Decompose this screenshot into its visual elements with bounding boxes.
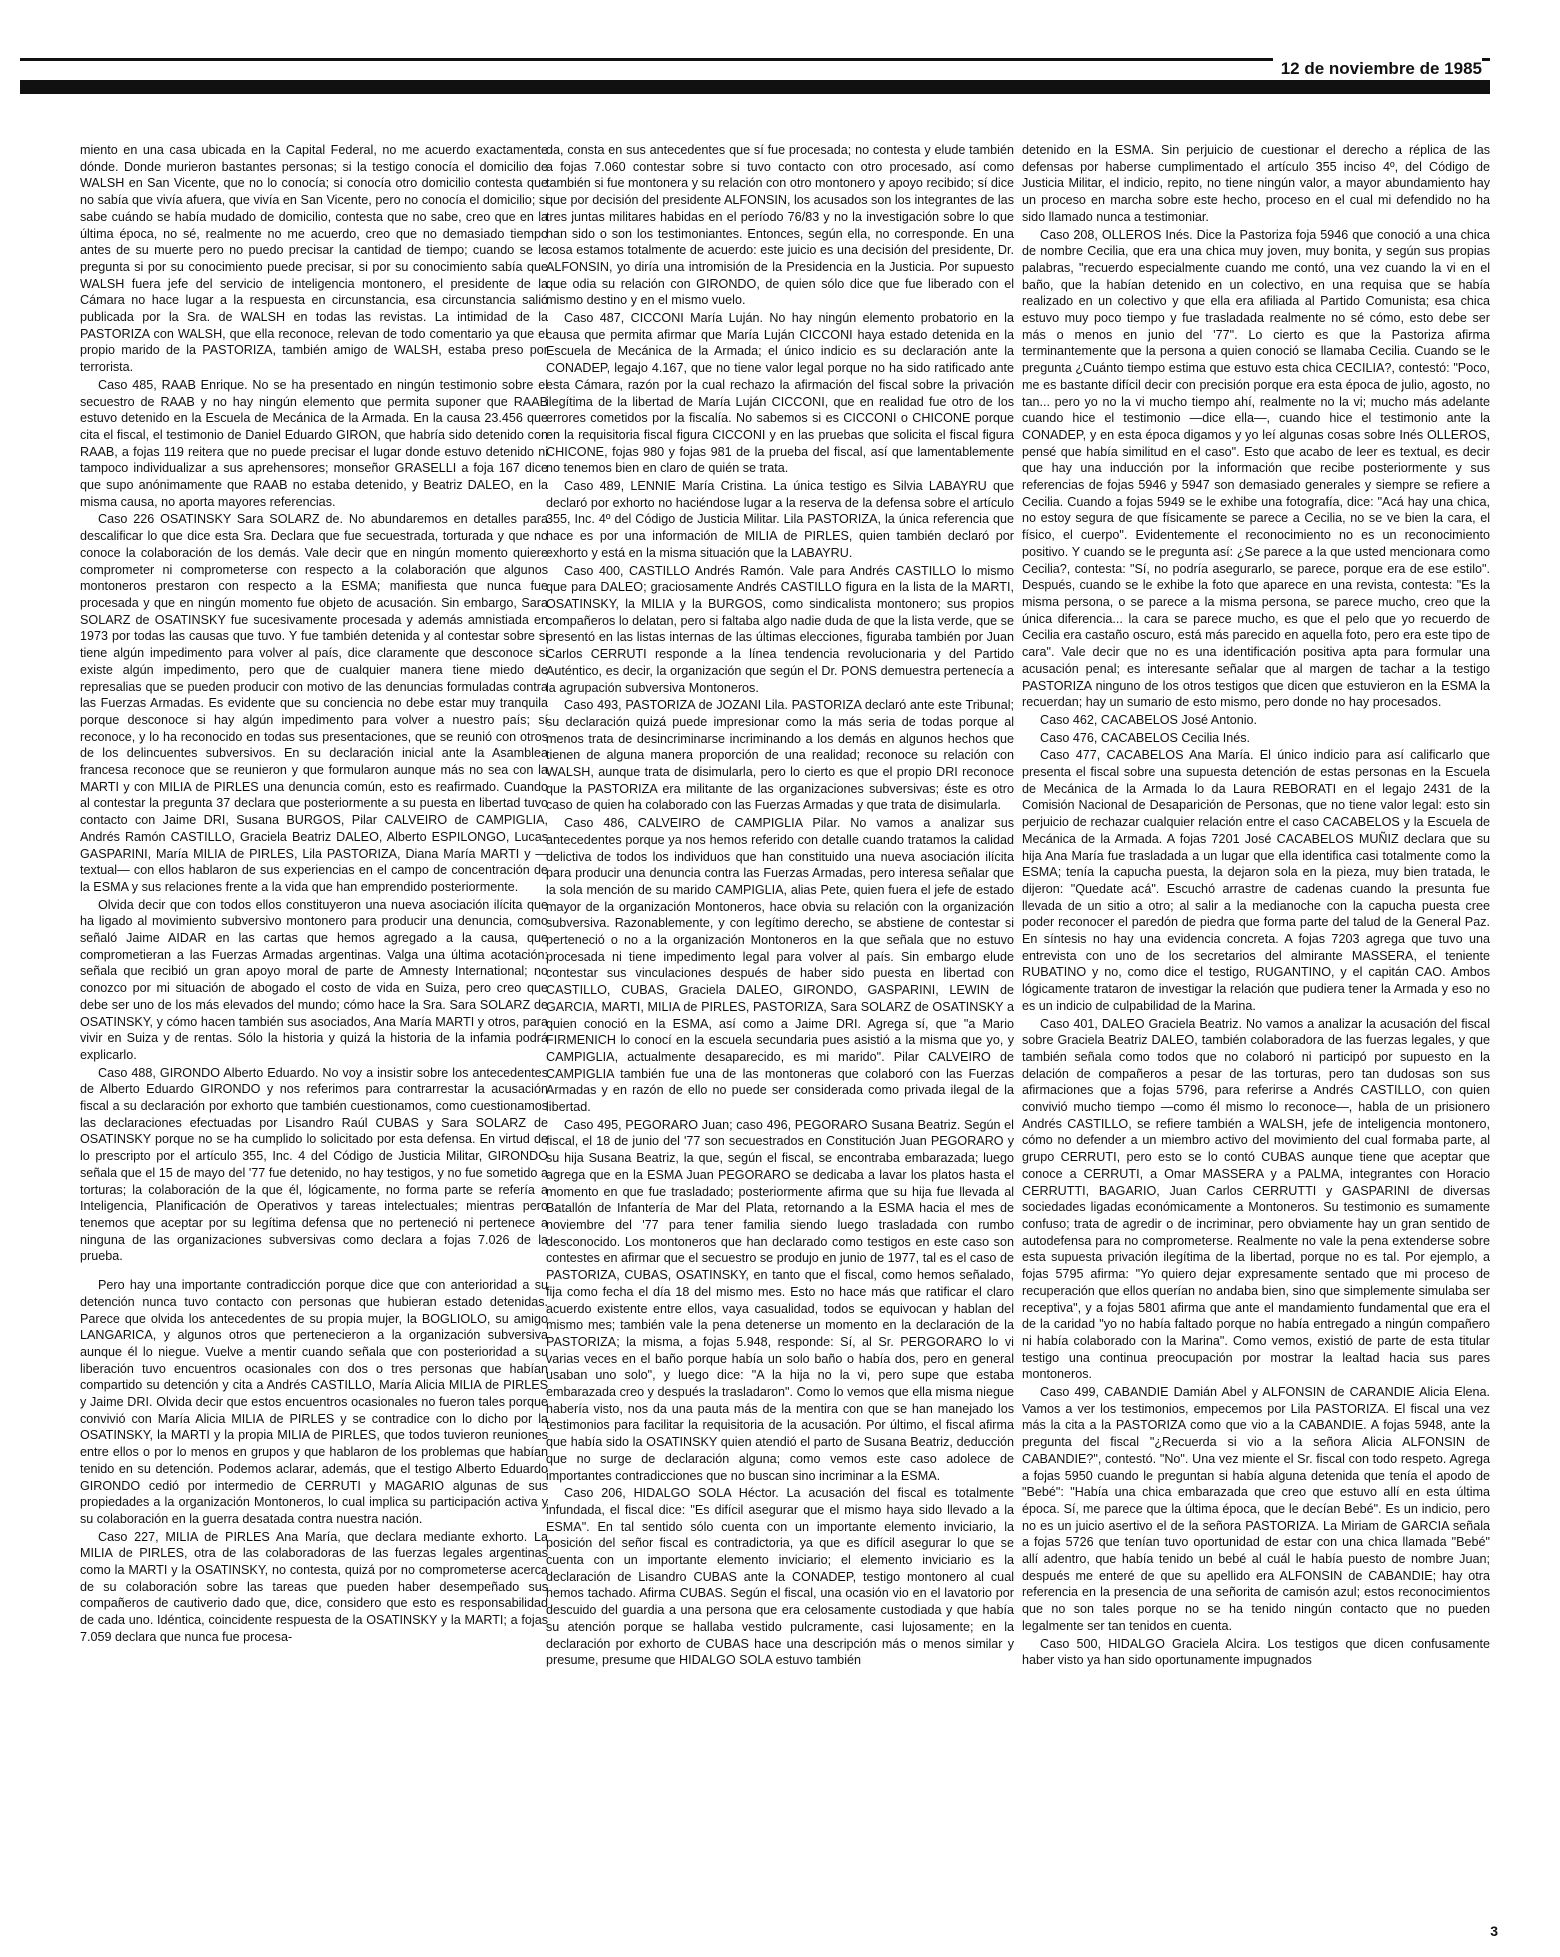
paragraph: Caso 486, CALVEIRO de CAMPIGLIA Pilar. No vamos a analizar sus antecedentes porque ya nos hemos referido con detalle cuando tratamos la calidad delictiva de todos los individuos que han constituido una nueva asociación ilícita para producir una denuncia contra las Fuerzas Armadas, pero interesa señalar que la sola mención de su marido CAMPIGLIA, alias Pete, quien fuera el jefe de estado mayor de la organización Montoneros, hace obvia su relación con la organización subversiva. Razonablemente, y con legítimo derecho, se abstiene de contestar si perteneció o no a la organización Montoneros en la que señala que no estuvo procesada ni tiene impedimento legal para volver al país. Sin embargo elude contestar sus vinculaciones después de haber sido puesta en libertad con CASTILLO, CUBAS, Graciela DALEO, GIRONDO, GASPARINI, LEWIN de GARCIA, MARTI, MILIA de PIRLES, PASTORIZA, Sara SOLARZ de OSATINSKY a quien conoció en la ESMA, así como a Jaime DRI. Agrega sí, que "a Mario FIRMENICH lo conocí en la escuela secundaria pues asistió a la misma que yo, y CAMPIGLIA, actualmente desaparecido, es mi marido". Pilar CALVEIRO de CAMPIGLIA también fue una de las montoneras que colaboró con las Fuerzas Armadas y en razón de ello no puede ser considerada como privada ilegal de la libertad. <box>546 816 1014 1115</box>
paragraph: Caso 401, DALEO Graciela Beatriz. No vamos a analizar la acusación del fiscal sobre Graciela Beatriz DALEO, también colaboradora de las fuerzas legales, y que también señala como todos que no colaboró ni participó por supuesto en la delación de compañeros a pesar de las torturas, pero tan dudosas son sus afirmaciones que a fojas 5796, para referirse a Andrés CASTILLO, con quien convivió mucho tiempo —como él mismo lo reconoce—, habla de un prisionero Andrés CASTILLO, se refiere también a WALSH, jefe de inteligencia montonero, cómo no defender a un miembro activo del movimiento del cual formaba parte, al grupo CERRUTI, pero esto se lo contó CUBAS aunque tiene que aceptar que conoce a CERRUTI, a Omar MASSERA y a PALMA, integrantes con Horacio CERRUTTI, BAGARIO, Juan Carlos CERRUTTI y GASPARINI de diversas sociedades ligadas económicamente a Montoneros. Su testimonio es sumamente confuso; trata de agredir o de incriminar, pero obviamente hay un gran sentido de autodefensa para no comprometerse. Realmente no vale la pena extenderse sobre esta supuesta privación ilegítima de la libertad, porque no es tal. Por ejemplo, a fojas 5795 afirma: "Yo quiero dejar expresamente sentado que mi proceso de recuperación que ellos querían no andaba bien, sino que simplemente simulaba ser receptiva", y a fojas 5801 afirma que ante el mandamiento fundamental que era el de la caridad "yo no había faltado porque no había entregado a ningún compañero ni había colaborado con la Marina". Como vemos, existió de parte de esta titular testigo una continua preocupación por mostrar la lealtad hacia sus pares montoneros. <box>1022 1016 1490 1382</box>
page-date: 12 de noviembre de 1985 <box>1273 58 1482 80</box>
header-thin-rule <box>20 58 1490 61</box>
paragraph: Caso 462, CACABELOS José Antonio. <box>1040 712 1258 727</box>
paragraph: Caso 488, GIRONDO Alberto Eduardo. No voy a insistir sobre los antecedentes de Alberto Eduardo GIRONDO y nos referimos para contrarrestar la acusación fiscal a su declaración por exhorto que también cuestionamos, como cuestionamos las declaraciones efectuadas por Lisandro Raúl CUBAS y Sara SOLARZ de OSATINSKY porque no se ha cumplido lo solicitado por esta defensa. En virtud de lo prescripto por el artículo 355, Inc. 4 del Código de Justicia Militar, GIRONDO señala que el 15 de mayo del '77 fue detenido, no hay testigos, y no fue sometido a torturas; la colaboración de la que él, lógicamente, no forma parte se refería a Inteligencia, Planificación de Operativos y tareas intelectuales; mientras pero tenemos que aceptar por su legítima defensa que no perteneció ni pertenece a ninguna de las organizaciones subversivas como declara a fojas 7.026 de la prueba. <box>80 1065 548 1264</box>
paragraph: detenido en la ESMA. Sin perjuicio de cuestionar el derecho a réplica de las defensas por haberse cumplimentado el artículo 355 inciso 4º, del Código de Justicia Militar, el indicio, repito, no tiene ningún valor, a mayor abundamiento hay un proceso en marcha sobre este hecho, proceso en el cual mi defendido no ha sido llamado nunca a testimoniar. <box>1022 143 1490 224</box>
paragraph: Pero hay una importante contradicción porque dice que con anterioridad a su detención nunca tuvo contacto con personas que hubieran estado detenidas. Parece que olvida los antecedentes de su propia mujer, la BOGLIOLO, su amigo LANGARICA, y algunos otros que pertenecieron a la organización subversiva aunque él lo niegue. Vuelve a mentir cuando señala que con posterioridad a su liberación tuvo encuentros ocasionales con dos o tres personas que habían compartido su detención y cita a Andrés CASTILLO, María Alicia MILIA de PIRLES y Jaime DRI. Olvida decir que estos encuentros ocasionales no fueron tales porque convivió con María Alicia MILIA de PIRLES y se contradice con lo dicho por la OSATINSKY, la MARTI y la propia MILIA de PIRLES, que todos tuvieron reuniones entre ellos o por lo menos en grupos y que hablaron de los problemas que habían tenido en su detención. Podemos aclarar, además, que el testigo Alberto Eduardo GIRONDO cedió por intermedio de CERRUTI y MAGARIO algunas de sus propiedades a la organización Montoneros, lo cual implica su participación activa y su colaboración en la guerra desatada contra nuestra nación. <box>80 1278 548 1526</box>
text-column-3 <box>1022 142 1490 1937</box>
paragraph: Caso 208, OLLEROS Inés. Dice la Pastoriza foja 5946 que conoció a una chica de nombre Cecilia, que era una chica muy joven, muy bonita, y según sus propias palabras, "recuerdo especialmente cuando me contó, una vez cuando la vi en el baño, que la habían detenido en un colectivo, en una requisa que se había realizado en un colectivo y que ella era afiliada al Partido Comunista; esa chica estuvo muy poco tiempo y fue trasladada realmente no sé cómo, esto debe ser más o menos en junio del '77". Lo cierto es que la Pastoriza afirma terminantemente que la persona a quien conoció se llamaba Cecilia. Cuando se le pregunta ¿Cuánto tiempo estima que estuvo esta chica CECILIA?, contestó: "Poco, me es bastante difícil decir con precisión porque era esta época de julio, agosto, no tan... pero yo no la vi mucho tiempo ahí, realmente no la vi; mucho más adelante cuando hice el testimonio —dice ella—, cuando hice el testimonio ante la CONADEP, y en esta época digamos y yo leí algunas cosas sobre Inés OLLEROS, pensé que había similitud en el caso". Esto que acabo de leer es textual, es decir que hay una inducción por la información que recibe posteriormente y sus referencias de fojas 5946 y 5947 son demasiado generales y siempre se refiere a Cecilia. Cuando a fojas 5949 se le exhibe una fotografía, dice: "Acá hay una chica, no estoy segura de que físicamente se parece a Cecilia, no se ve bien la cara, el físico, el cuerpo". Evidentemente el reconocimiento no es un reconocimiento positivo. Y cuando se le pregunta así: ¿Se parece a la que usted mencionara como Cecilia?, contesta: "Sí, no podría asegurarlo, se parece, porque era de ese estilo". Después, cuando se le exhibe la foto que aparece en una revista, contesta: "Es la misma persona, o se parece a la misma persona, se parece mucho, creo que la única diferencia... la cara se parece mucho, es que el pelo que yo recuerdo de Cecilia era castaño oscuro, está más parecido en aquella foto, pero era este tipo de cara". Vale decir que no es una identificación positiva apta para formular una acusación penal; es interesante señalar que al margen de tachar a la testigo PASTORIZA ninguno de los otros testigos que dicen que estuvieron en la ESMA la recuerdan; hay un sumario de esto mismo, pero donde no hay procesados. <box>1022 227 1490 710</box>
paragraph: Caso 477, CACABELOS Ana María. El único indicio para así calificarlo que presenta el fiscal sobre una supuesta detención de estas personas en la Escuela de Mecánica de la Armada lo da Laura REBORATI en el legajo 2431 de la Comisión Nacional de Desaparición de Personas, que no tiene valor legal: esto sin perjuicio de rechazar cualquier relación entre el caso CACABELOS y la Escuela de Mecánica de la Armada. A fojas 7201 José CACABELOS MUÑIZ declara que su hija Ana María fue trasladada a un lugar que ella identifica casi totalmente como la ESMA; tenía la capucha puesta, la dejaron sola en la pieza, muy bien tratada, le dijeron: "Quedate acá". Escuchó arrastre de cadenas cuando la presunta fue llevada de un sitio a otro; al salir a la medianoche con la capucha puesta cree poder reconocer el paredón de piedra que forma parte del talud de la General Paz. En síntesis no hay una evidencia concreta. A fojas 7203 agrega que tuvo una entrevista con uno de los secretarios del almirante MASSERA, el teniente RUBATINO y no, como dice el testigo, RUGANTINO, y el capitán CAO. Ambos lógicamente trataron de investigar la relación que pudiera tener la Armada y eso no es un indicio de culpabilidad de la Marina. <box>1022 748 1490 1013</box>
paragraph: Caso 487, CICCONI María Luján. No hay ningún elemento probatorio en la causa que permita afirmar que María Luján CICCONI haya estado detenida en la Escuela de Mecánica de la Armada; el único indicio es su declaración ante la CONADEP, legajo 4.167, que no tiene valor legal porque no ha sido ratificado ante esta Cámara, razón por la cual rechazo la afirmación del fiscal sobre la privación ilegítima de la libertad de María Luján CICCONI, que en realidad fue otro de los errores cometidos por la fiscalía. No sabemos si es CICCONI o CHICONE porque en la requisitoria fiscal figura CICCONI y en las pruebas que solicita el fiscal figura CHICONE, fojas 980 y fojas 981 de la prueba del fiscal, así que lamentablemente no tenemos bien en claro de quién se trata. <box>546 311 1014 476</box>
paragraph: da, consta en sus antecedentes que sí fue procesada; no contesta y elude también a fojas 7.060 contestar sobre si tuvo contacto con otro procesado, así como también si fue montonera y su relación con otro montonero y apoyo recibido; sí dice que por decisión del presidente ALFONSIN, los acusados son los integrantes de las tres juntas militares habidas en el período 76/83 y no la investigación sobre lo que han sido o son los testimoniantes. Entonces, según ella, no corresponde. En una cosa estamos totalmente de acuerdo: este juicio es una decisión del presidente, Dr. ALFONSIN, yo diría una intromisión de la Presidencia en la Justicia. Por supuesto que odia su relación con GIRONDO, de quien sólo dice que fue liberado con el mismo destino y en el mismo vuelo. <box>546 143 1014 308</box>
paragraph: Caso 400, CASTILLO Andrés Ramón. Vale para Andrés CASTILLO lo mismo que para DALEO; graciosamente Andrés CASTILLO figura en la lista de la MARTI, OSATINSKY, la MILIA y la BURGOS, como sindicalista montonero; sus propios compañeros lo delatan, pero si faltaba algo nadie duda de que la lista verde, que se presentó en las listas internas de las últimas elecciones, figuraba también por Juan Carlos CERRUTI responde a la línea tendencia revolucionaria y del Partido Auténtico, es decir, la organización que según el Dr. PONS demuestra pertenecía a la agrupación subversiva Montoneros. <box>546 563 1014 695</box>
header-thick-rule <box>20 80 1490 94</box>
paragraph: Caso 500, HIDALGO Graciela Alcira. Los testigos que dicen confusamente haber visto ya han sido oportunamente impugnados <box>1022 1636 1490 1668</box>
paragraph: Caso 495, PEGORARO Juan; caso 496, PEGORARO Susana Beatriz. Según el fiscal, el 18 de junio del '77 son secuestrados en Constitución Juan PEGORARO y su hija Susana Beatriz, la que, según el fiscal, se encontraba embarazada; luego agrega que en la ESMA Juan PEGORARO se dedicaba a lavar los platos hasta el momento en que fue trasladado; posteriormente afirma que su hija fue llevada al Batallón de Infantería de Mar del Plata, retornando a la ESMA hacia el mes de noviembre del '77 para tener familia siendo luego trasladada con rumbo desconocido. Los montoneros que han declarado como testigos en este caso son contestes en afirmar que el secuestro se produjo en junio de 1977, tal es el caso de PASTORIZA, CUBAS, OSATINSKY, en tanto que el fiscal, como hemos señalado, fija como fecha el día 18 del mismo mes. Esto no hace más que ratificar el claro acuerdo existente entre ellos, vaya casualidad, todos se equivocan y hablan del mismo mes; también vale la pena detenerse un momento en la declaración de la PASTORIZA; la misma, a fojas 5.948, responde: Sí, al Sr. PERGORARO lo vi varias veces en el baño porque había un solo baño o había dos, pero en general usaban uno solo", y luego dice: "A la hija no la vi, pero supe que estaba embarazada creo y después la trasladaron". Como lo vemos que ella misma niegue habería visto, nos da una pauta más de la mentira con que se han manejado los testimonios para facilitar la requisitoria de la acusación. Por último, el fiscal afirma que había sido la OSATINSKY quien atendió el parto de Susana Beatriz, deducción que no surge de declaración alguna; como vemos este caso adolece de importantes contradicciones que no buscan sino incriminar a la ESMA. <box>546 1117 1014 1483</box>
paragraph: Caso 493, PASTORIZA de JOZANI Lila. PASTORIZA declaró ante este Tribunal; su declaración quizá puede impresionar como la más seria de todas porque al menos trata de desincriminarse incriminando a los demás en algunos hechos que tienen de alguna manera proporción de una realidad; reconoce su relación con WALSH, aunque trata de disimularla, pero lo cierto es que el propio DRI reconoce que la PASTORIZA era militante de las organizaciones subversivas; éste es otro caso de quien ha colaborado con las Fuerzas Armadas y que trata de disimularla. <box>546 698 1014 813</box>
page-number: 3 <box>1490 1923 1498 1939</box>
text-column-2 <box>546 142 1014 1937</box>
text-column-1 <box>80 142 548 1937</box>
paragraph: miento en una casa ubicada en la Capital Federal, no me acuerdo exactamente dónde. Donde murieron bastantes personas; si la testigo conocía el domicilio de WALSH en San Vicente, que no lo conocía; si conocía otro domicilio contesta que no sabía que vivía afuera, que vivía en San Vicente, pero no conocía el domicilio; si sabe cuándo se había mudado de domicilio, contesta que no sabe, creo que en la última época, no sé, realmente no me acuerdo, creo que no demasiado tiempo antes de su muerte pero no puedo precisar la cantidad de tiempo; cuando se le pregunta si por su conocimiento puede precisar, si por su conocimiento sabía que WALSH fuera jefe del servicio de inteligencia montonero, el presidente de la Cámara no hace lugar a la respuesta en circunstancia, esa circunstancia salió publicada por la Sra. de WALSH en todas las revistas. La intimidad de la PASTORIZA con WALSH, que ella reconoce, relevan de todo comentario ya que el propio marido de la PASTORIZA, también amigo de WALSH, estaba preso por terrorista. <box>80 143 548 375</box>
paragraph: Caso 485, RAAB Enrique. No se ha presentado en ningún testimonio sobre el secuestro de RAAB y no hay ningún elemento que permita suponer que RAAB estuvo detenido en la Escuela de Mecánica de la Armada. En la causa 23.456 que cita el fiscal, el testimonio de Daniel Eduardo GIRON, que habría sido detenido con RAAB, a fojas 119 reitera que no puede precisar el lugar donde estuvo detenido ni tampoco individualizar a sus aprehensores; monseñor GRASELLI a foja 167 dice que supo anónimamente que RAAB no estaba detenido, y Beatriz DALEO, en la misma causa, no aporta mayores referencias. <box>80 377 548 509</box>
paragraph: Caso 227, MILIA de PIRLES Ana María, que declara mediante exhorto. La MILIA de PIRLES, otra de las colaboradoras de las fuerzas legales argentinas como la MARTI y la OSATINSKY, no contesta, quizá por no comprometerse acerca de su colaboración sobre las tareas que pueden haber desempeñado sus compañeros de cautiverio dado que, dice, considero que esto es responsabilidad de cada uno. Idéntica, coincidente respuesta de la OSATINSKY y la MARTI; a fojas 7.059 declara que nunca fue procesa- <box>80 1529 548 1644</box>
paragraph: Caso 206, HIDALGO SOLA Héctor. La acusación del fiscal es totalmente infundada, el fiscal dice: "Es difícil asegurar que el mismo haya sido llevado a la ESMA". En tal sentido sólo cuenta con un importante elemento inviciario, la posición del señor fiscal es contradictoria, ya que es difícil asegurar lo que se cuenta con un importante elemento inviciario; el elemento inviciario es la declaración de Lisandro CUBAS ante la CONADEP, testigo montonero al cual hemos tachado. Afirma CUBAS. Según el fiscal, una ocasión vio en el lavatorio por descuido del guardia a una persona que era celosamente custodiada y que había su atención porque se hallaba vestido pulcramente, casi lujosamente; en la declaración por exhorto de CUBAS hace una descripción más o menos similar y presume, presume que HIDALGO SOLA estuvo también <box>546 1486 1014 1668</box>
paragraph: Caso 489, LENNIE María Cristina. La única testigo es Silvia LABAYRU que declaró por exhorto no haciéndose lugar a la reserva de la defensa sobre el artículo 355, Inc. 4º del Código de Justicia Militar. Lila PASTORIZA, la única referencia que hace es por una información de MILIA de PIRLES, quien también declaró por exhorto y está en la misma situación que la LABAYRU. <box>546 479 1014 560</box>
paragraph: Caso 226 OSATINSKY Sara SOLARZ de. No abundaremos en detalles para descalificar lo que dice esta Sra. Declara que fue secuestrada, torturada y que no conoce la colaboración de los demás. Vale decir que en ningún momento quiere comprometer ni comprometerse con respecto a la colaboración que algunos montoneros prestaron con respecto a la ESMA; manifiesta que nunca fue procesada y que en ningún momento fue objeto de acusación. Sin embargo, Sara SOLARZ de OSATINSKY fue sucesivamente procesada y además amnistiada en 1973 por todas las causas que tuvo. Y fue también detenida y al contestar sobre si tiene algún impedimento para volver al país, dice claramente que desconoce si existe algún impedimento, pero que de cualquier manera tiene miedo de represalias que se pueden producir con motivo de las denuncias formuladas contra las Fuerzas Armadas. Es evidente que su conciencia no debe estar muy tranquila porque desconoce si hay algún impedimento para volver a nuestro país; sí reconoce, y lo ha reconocido en todas sus presentaciones, que se reunió con otros de los delincuentes subversivos. En su declaración inicial ante la Asamblea francesa reconoce que se reunieron y que formularon aunque más no sea con la MARTI y con MILIA de PIRLES una denuncia común, esto es reafirmado. Cuando al contestar la pregunta 37 declara que posteriormente a su puesta en libertad tuvo contacto con Jaime DRI, Susana BURGOS, Pilar CALVEIRO de CAMPIGLIA, Andrés Ramón CASTILLO, Graciela Beatriz DALEO, Alberto ESPILONGO, Lucas GASPARINI, María MILIA de PIRLES, Lila PASTORIZA, Diana María MARTI y —textual— con ellos hablaron de sus experiencias en el campo de concentración de la ESMA y sus relaciones frente a la vida que han emprendido posteriormente. <box>80 512 548 894</box>
paragraph: Olvida decir que con todos ellos constituyeron una nueva asociación ilícita que ha ligado al movimiento subversivo montonero para producir una denuncia, como señaló Jaime AIDAR en las cartas que hemos agregado a la causa, que comprometieran a las Fuerzas Armadas argentinas. Valga una última acotación: señala que recibió un gran apoyo moral de parte de Amnesty International; no conozco por mi situación de abogado el costo de vida en Suiza, pero creo que debe ser uno de los más elevados del mundo; cómo hace la Sra. Sara SOLARZ de OSATINSKY, y cómo hacen también sus asociados, Ana María MARTI y otros, para vivir en Suiza y de rentas. Sólo la historia y quizá la historia de la infamia podrá explicarlo. <box>80 897 548 1062</box>
paragraph: Caso 476, CACABELOS Cecilia Inés. <box>1040 730 1250 745</box>
paragraph: Caso 499, CABANDIE Damián Abel y ALFONSIN de CARANDIE Alicia Elena. Vamos a ver los testimonios, empecemos por Lila PASTORIZA. El fiscal una vez más la cita a la PASTORIZA como que vio a la CABANDIE. A fojas 5948, ante la pregunta del fiscal "¿Recuerda si vio a la señora Alicia ALFONSIN de CABANDIE?", contestó. "No". Una vez miente el Sr. fiscal con todo respeto. Agrega a fojas 5950 cuando le preguntan si había alguna detenida que tenía el apodo de "Bebé": "Había una chica embarazada que creo que estuvo allí en esta última época. Sí, me parece que la última época, que le decían Bebé". Es un indicio, pero no es un juicio asertivo el de la señora PASTORIZA. La Miriam de GARCIA señala a fojas 5726 que tenían tuvo oportunidad de estar con una chica llamada "Bebé" allí adentro, que había tenido un bebé al cuál le había puesto de nombre Juan; después me enteré de que su apellido era ALFONSIN de CABANDIE; hay otra referencia en la presencia de una señorita de camisón azul; estos reconocimientos que no son tales porque no se ha tenido ningún contacto que no pueden legalmente ser tan tenidos en cuenta. <box>1022 1385 1490 1633</box>
